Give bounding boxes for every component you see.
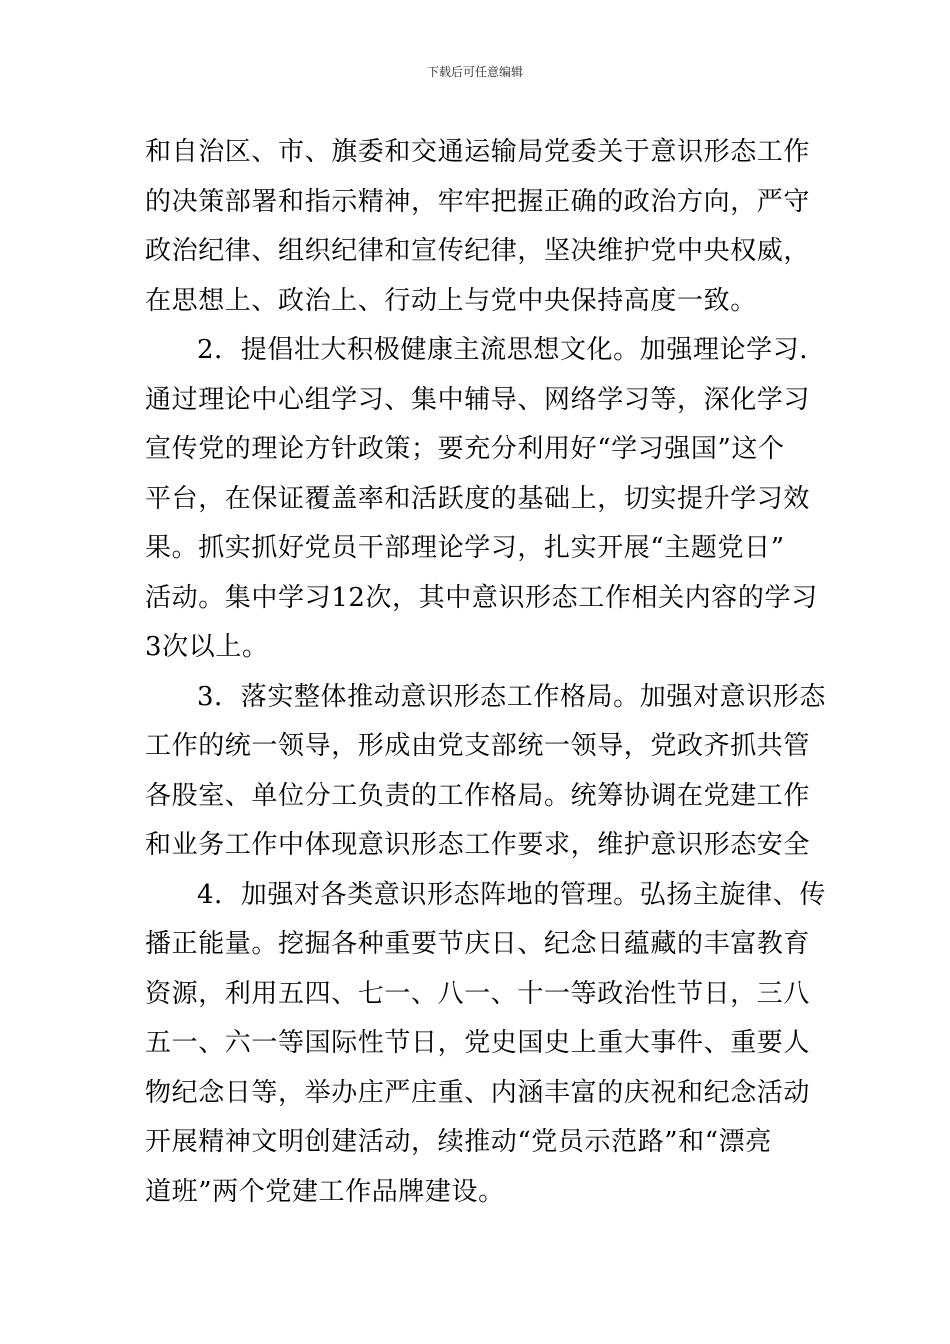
text-line: 工作的统一领导，形成由党支部统一领导，党政齐抓共管 <box>145 731 811 761</box>
text-line: 政治纪律、组织纪律和宣传纪律，坚决维护党中央权威， <box>145 236 811 266</box>
text-line: 和业务工作中体现意识形态工作要求，维护意识形态安全 <box>145 830 811 860</box>
text-line: 播正能量。挖掘各种重要节庆日、纪念日蕴藏的丰富教育 <box>145 929 811 959</box>
paragraph-3 <box>145 673 826 871</box>
text-line: 4．加强对各类意识形态阵地的管理。弘扬主旋律、传 <box>197 879 826 910</box>
text-line: 物纪念日等，举办庄严庄重、内涵丰富的庆祝和纪念活动 <box>145 1077 811 1108</box>
text-line: 各股室、单位分工负责的工作格局。统筹协调在党建工作 <box>145 780 811 811</box>
text-line: 资源，利用五四、七一、八一、十一等政治性节日，三八 <box>145 978 811 1009</box>
text-line: 五一、六一等国际性节日，党史国史上重大事件、重要人 <box>145 1028 811 1058</box>
text-line: 通过理论中心组学习、集中辅导、网络学习等，深化学习 <box>145 384 811 415</box>
page-header: 下载后可任意编辑 <box>426 65 523 79</box>
text-line: 在思想上、政治上、行动上与党中央保持高度一致。 <box>145 285 757 316</box>
text-line: 道班”两个党建工作品牌建设。 <box>145 1176 505 1207</box>
text-line: 平台，在保证覆盖率和活跃度的基础上，切实提升学习效 <box>145 483 811 514</box>
text-line: 和自治区、市、旗委和交通运输局党委关于意识形态工作 <box>145 137 811 167</box>
text-line: 3．落实整体推动意识形态工作格局。加强对意识形态 <box>197 681 826 712</box>
text-line: 2．提倡壮大积极健康主流思想文化。加强理论学习． <box>197 335 826 365</box>
text-line: 活动。集中学习12次，其中意识形态工作相关内容的学习 <box>145 582 818 613</box>
text-line: 果。抓实抓好党员干部理论学习，扎实开展“主题党日” <box>145 533 785 563</box>
text-line: 宣传党的理论方针政策；要充分利用好“学习强国”这个 <box>145 434 785 464</box>
document-body <box>145 128 826 1217</box>
text-line: 3次以上。 <box>145 632 269 662</box>
paragraph-1 <box>145 128 811 326</box>
text-line: 开展精神文明创建活动，续推动“党员示范路”和“漂亮 <box>145 1127 772 1157</box>
text-line: 的决策部署和指示精神，牢牢把握正确的政治方向，严守 <box>145 186 811 217</box>
paragraph-2 <box>145 326 826 673</box>
paragraph-4 <box>145 871 826 1218</box>
